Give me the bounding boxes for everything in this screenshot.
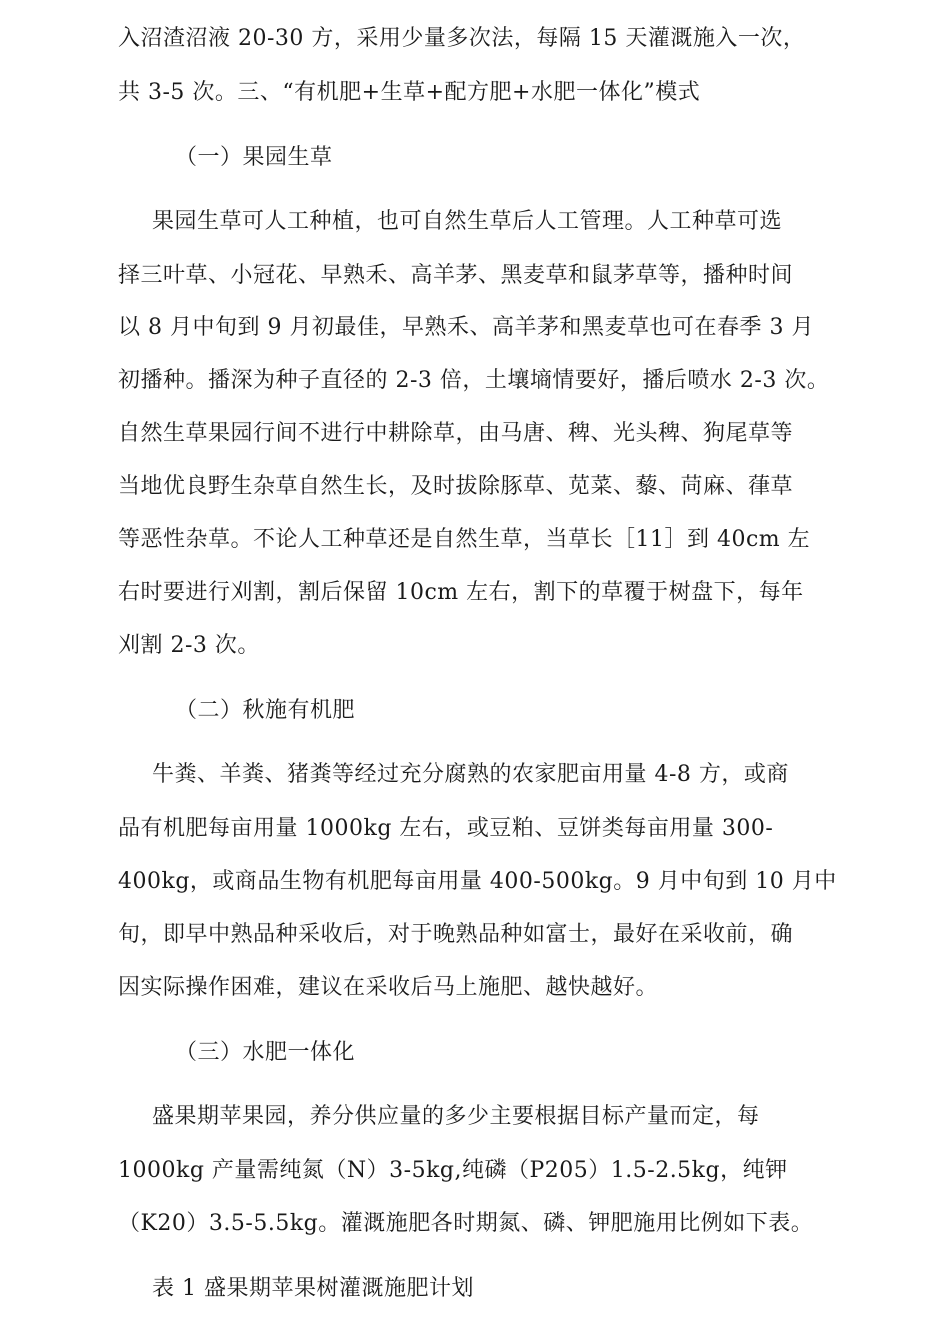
text-line: 果园生草可人工种植，也可自然生草后人工管理。人工种草可选 xyxy=(152,209,783,234)
section-heading: （一）果园生草 xyxy=(175,145,333,170)
text-line: 当地优良野生杂草自然生长，及时拔除豚草、苋菜、藜、苘麻、葎草 xyxy=(118,474,794,499)
section-heading: （三）水肥一体化 xyxy=(175,1040,356,1065)
text-line: 等恶性杂草。不论人工种草还是自然生草，当草长［11］到 40cm 左 xyxy=(118,527,811,552)
text-line: 刈割 2-3 次。 xyxy=(118,633,260,658)
text-line: 400kg，或商品生物有机肥每亩用量 400-500kg。9 月中旬到 10 月中 xyxy=(118,869,837,894)
text-line: 择三叶草、小冠花、早熟禾、高羊茅、黑麦草和鼠茅草等，播种时间 xyxy=(118,263,794,288)
text-line: 品有机肥每亩用量 1000kg 左右，或豆粕、豆饼类每亩用量 300- xyxy=(118,816,774,841)
text-line: 盛果期苹果园，养分供应量的多少主要根据目标产量而定，每 xyxy=(152,1104,760,1129)
text-line: （K20）3.5-5.5kg。灌溉施肥各时期氮、磷、钾肥施用比例如下表。 xyxy=(118,1211,814,1236)
text-line: 因实际操作困难，建议在采收后马上施肥、越快越好。 xyxy=(118,975,659,1000)
text-line: 自然生草果园行间不进行中耕除草，由马唐、稗、光头稗、狗尾草等 xyxy=(118,421,794,446)
text-line: 共 3-5 次。三、“有机肥+生草+配方肥+水肥一体化”模式 xyxy=(118,80,701,105)
text-line: 入沼渣沼液 20-30 方，采用少量多次法，每隔 15 天灌溉施入一次， xyxy=(118,26,806,51)
text-line: 初播种。播深为种子直径的 2-3 倍，土壤墒情要好，播后喷水 2-3 次。 xyxy=(118,368,830,393)
text-line: 1000kg 产量需纯氮（N）3-5kg,纯磷（P205）1.5-2.5kg，纯钾 xyxy=(118,1158,788,1183)
text-line: 以 8 月中旬到 9 月初最佳，早熟禾、高羊茅和黑麦草也可在春季 3 月 xyxy=(118,315,814,340)
table-caption: 表 1 盛果期苹果树灌溉施肥计划 xyxy=(152,1276,474,1301)
text-line: 牛粪、羊粪、猪粪等经过充分腐熟的农家肥亩用量 4-8 方，或商 xyxy=(152,762,789,787)
text-line: 右时要进行刈割，割后保留 10cm 左右，割下的草覆于树盘下，每年 xyxy=(118,580,804,605)
section-heading: （二）秋施有机肥 xyxy=(175,698,356,723)
text-line: 旬，即早中熟品种采收后，对于晚熟品种如富士，最好在采收前，确 xyxy=(118,922,794,947)
